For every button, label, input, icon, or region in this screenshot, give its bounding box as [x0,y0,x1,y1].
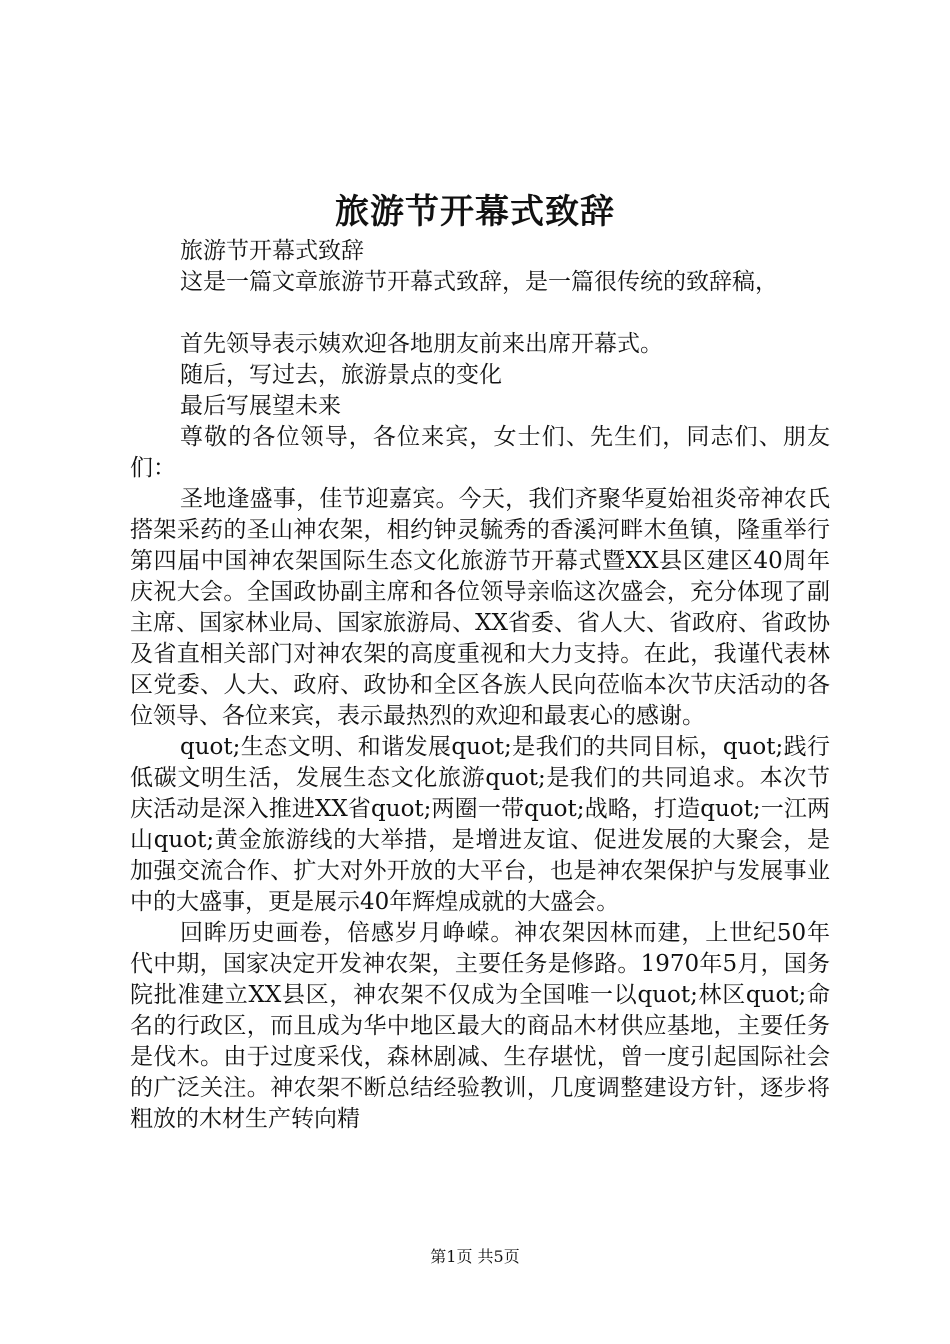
paragraph-goals: quot;生态文明、和谐发展quot;是我们的共同目标，quot;践行低碳文明生活，发展生态文化旅游quot;是我们的共同追求。本次节庆活动是深入推进XX省quot;两圈一带quot;战略，打造quot;一江两山quot;黄金旅游线的大举措，是增进友谊、促进发展的大聚会，是加强交流合作、扩大对外开放的大平台，也是神农架保护与发展事业中的大盛事，更是展示40年辉煌成就的大盛会。 [130,734,830,915]
paragraph-subtitle: 旅游节开幕式致辞 [180,238,364,264]
page-number-footer: 第1页 共5页 [430,1247,520,1266]
document-body [130,236,830,1135]
paragraph-intro: 这是一篇文章旅游节开幕式致辞，是一篇很传统的致辞稿， [180,269,778,295]
paragraph-outline-1: 首先领导表示姨欢迎各地朋友前来出席开幕式。 [180,331,663,357]
paragraph-history: 回眸历史画卷，倍感岁月峥嵘。神农架因林而建，上世纪50年代中期，国家决定开发神农架，主要任务是修路。1970年5月，国务院批准建立XX县区，神农架不仅成为全国唯一以quot;林区quot;命名的行政区，而且成为华中地区最大的商品木材供应基地，主要任务是伐木。由于过度采伐，森林剧减、生存堪忧，曾一度引起国际社会的广泛关注。神农架不断总结经验教训，几度调整建设方针，逐步将粗放的木材生产转向精 [130,920,830,1132]
paragraph-outline-2: 随后，写过去，旅游景点的变化 [180,362,502,388]
paragraph-gap [130,298,830,329]
paragraph-salutation: 尊敬的各位领导，各位来宾，女士们、先生们，同志们、朋友们： [130,424,830,481]
paragraph-welcome: 圣地逢盛事，佳节迎嘉宾。今天，我们齐聚华夏始祖炎帝神农氏搭架采药的圣山神农架，相约钟灵毓秀的香溪河畔木鱼镇，隆重举行第四届中国神农架国际生态文化旅游节开幕式暨XX县区建区40周年庆祝大会。全国政协副主席和各位领导亲临这次盛会，充分体现了副主席、国家林业局、国家旅游局、XX省委、省人大、省政府、省政协及省直相关部门对神农架的高度重视和大力支持。在此，我谨代表林区党委、人大、政府、政协和全区各族人民向莅临本次节庆活动的各位领导、各位来宾，表示最热烈的欢迎和最衷心的感谢。 [130,486,830,729]
document-title: 旅游节开幕式致辞 [335,192,615,232]
paragraph-outline-3: 最后写展望未来 [180,393,341,419]
